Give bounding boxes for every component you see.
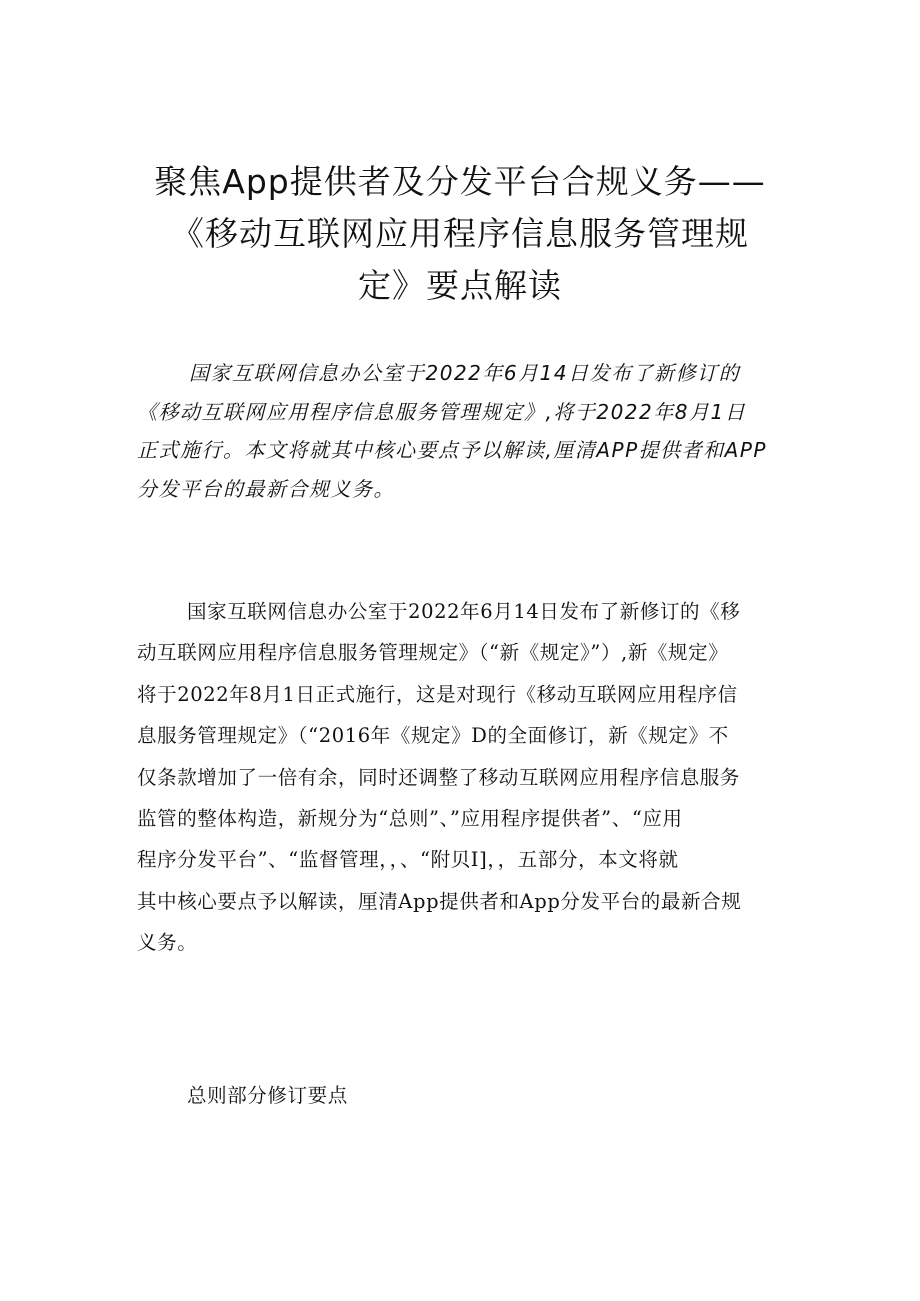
body-line: 监管的整体构造，新规分为“总则”、”应用程序提供者”、“应用 — [137, 807, 683, 831]
section-heading: 总则部分修订要点 — [187, 1084, 348, 1107]
body-line: 义务。 — [137, 931, 198, 955]
abstract-line: 分发平台的最新合规义务。 — [137, 476, 395, 501]
body-line: 息服务管理规定》（“2016年《规定》D的全面修订，新《规定》不 — [137, 724, 729, 748]
body-line: 其中核心要点予以解读，厘清App提供者和App分发平台的最新合规 — [137, 889, 742, 913]
abstract-paragraph — [137, 354, 793, 508]
abstract-line: 正式施行。本文将就其中核心要点予以解读,厘清APP提供者和APP — [137, 438, 767, 462]
document-title — [130, 156, 790, 312]
body-line: 程序分发平台”、“监督管理，，、“附贝I]，，五部分，本文将就 — [137, 848, 679, 872]
abstract-line: 国家互联网信息办公室于2022年6月14日发布了新修订的 — [189, 361, 741, 385]
body-line: 仅条款增加了一倍有余，同时还调整了移动互联网应用程序信息服务 — [137, 765, 741, 789]
body-paragraph — [137, 591, 793, 964]
body-line: 国家互联网信息办公室于2022年6月14日发布了新修订的《移 — [187, 600, 741, 623]
title-line: 聚焦App提供者及分发平台合规义务—— — [154, 162, 766, 201]
abstract-line: 《移动互联网应用程序信息服务管理规定》,将于2022年8月1日 — [137, 399, 747, 424]
title-line: 《移动互联网应用程序信息服务管理规 — [171, 214, 749, 253]
title-line: 定》要点解读 — [358, 266, 562, 305]
body-line: 将于2022年8月1日正式施行，这是对现行《移动互联网应用程序信 — [137, 682, 738, 706]
body-line: 动互联网应用程序信息服务管理规定》（“新《规定》”）,新《规定》 — [137, 641, 729, 665]
